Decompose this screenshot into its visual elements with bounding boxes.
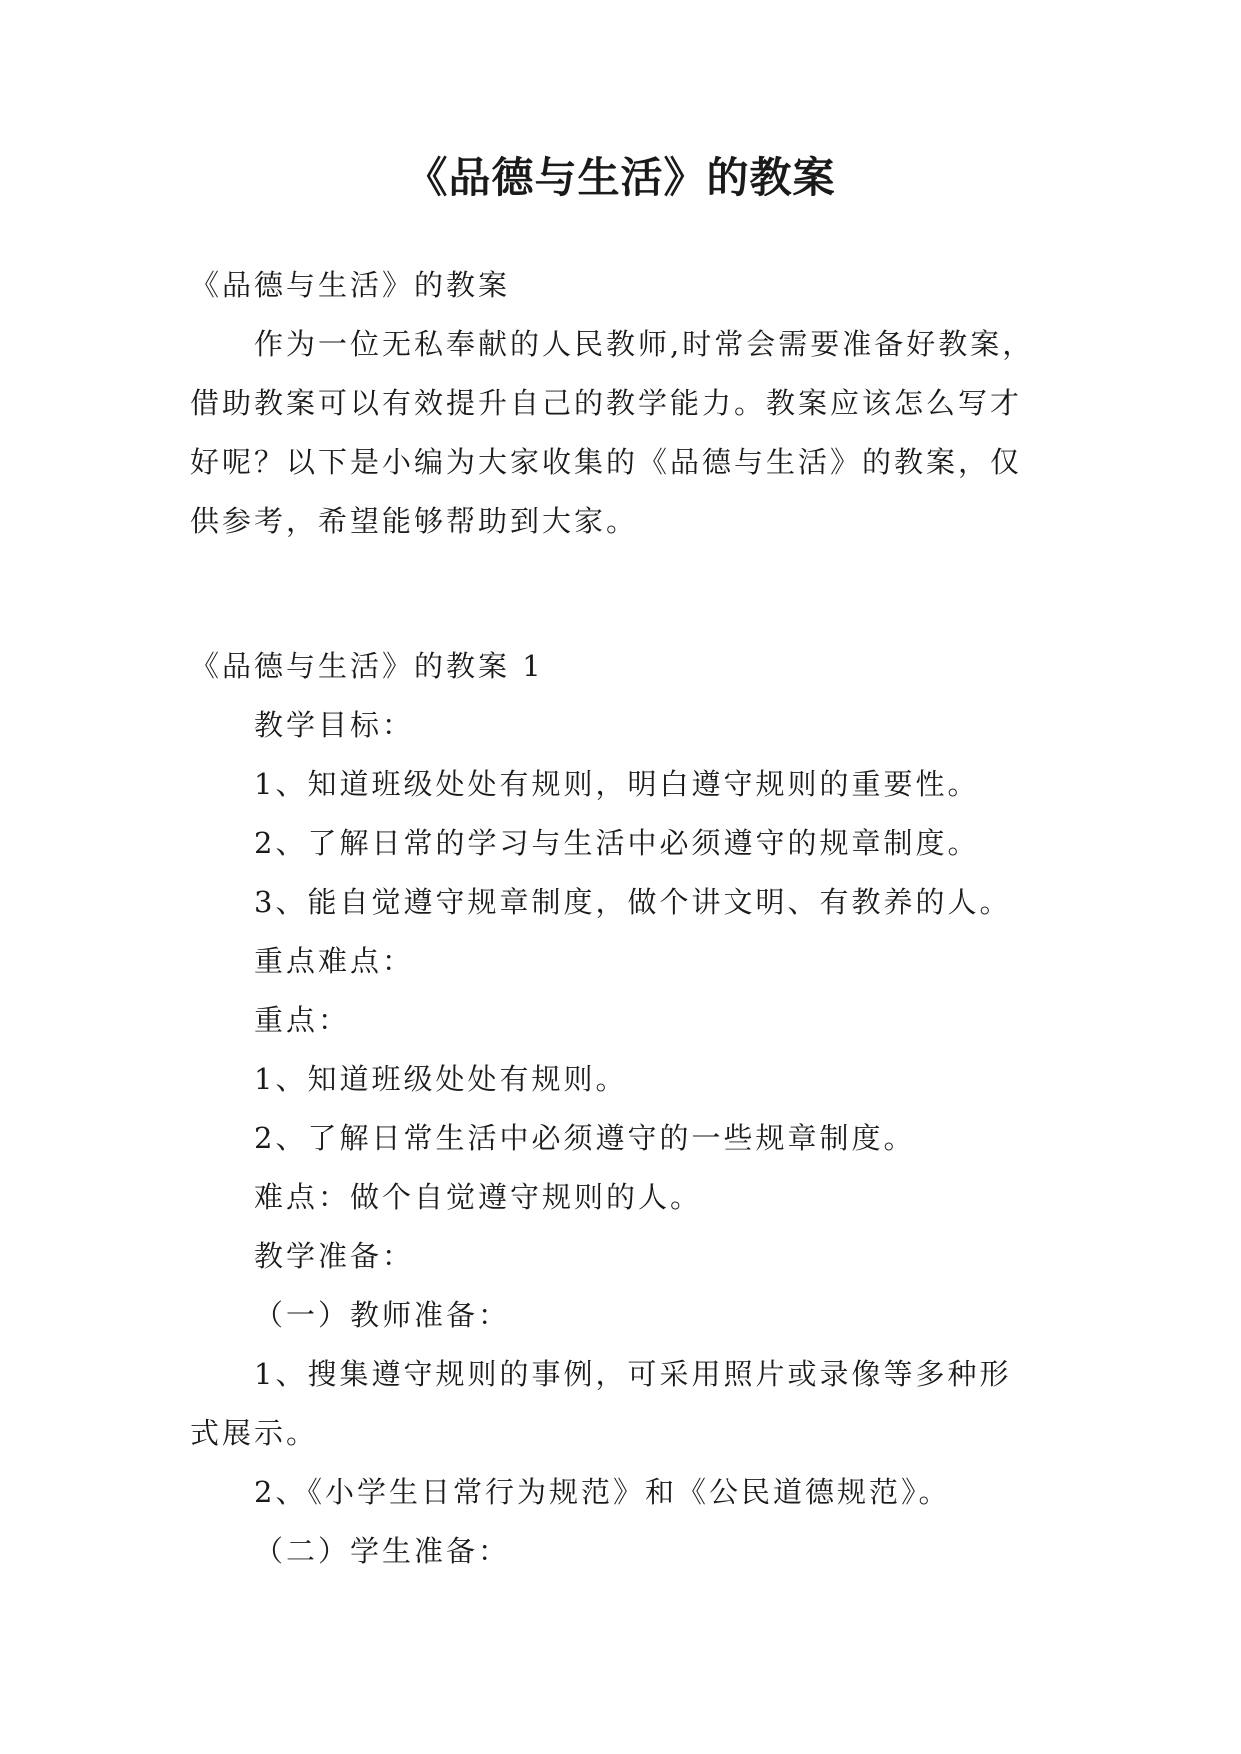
section-heading: 《品德与生活》的教案 1 <box>190 649 544 683</box>
intro-subtitle: 《品德与生活》的教案 <box>190 268 511 302</box>
difficult-point: 难点：做个自觉遵守规则的人。 <box>254 1180 703 1214</box>
goal-item: 2、了解日常的学习与生活中必须遵守的规章制度。 <box>254 826 980 860</box>
key-difficult-label: 重点难点： <box>254 944 415 978</box>
teacher-prep-item: 2、《小学生日常行为规范》和《公民道德规范》。 <box>254 1475 951 1509</box>
intro-paragraph-line: 作为一位无私奉献的人民教师,时常会需要准备好教案， <box>254 327 1035 361</box>
teacher-prep-label: （一）教师准备： <box>254 1298 511 1332</box>
goals-label: 教学目标： <box>254 708 415 742</box>
intro-paragraph-line: 供参考，希望能够帮助到大家。 <box>190 504 639 538</box>
teacher-prep-item-continued: 式展示。 <box>190 1416 319 1450</box>
intro-block <box>190 256 1046 551</box>
key-point-item: 1、知道班级处处有规则。 <box>254 1062 628 1096</box>
key-point-item: 2、了解日常生活中必须遵守的一些规章制度。 <box>254 1121 916 1155</box>
intro-paragraph-line: 好呢？以下是小编为大家收集的《品德与生活》的教案，仅 <box>190 445 1023 479</box>
prep-label: 教学准备： <box>254 1239 415 1273</box>
student-prep-label: （二）学生准备： <box>254 1534 511 1568</box>
teacher-prep-item: 1、搜集遵守规则的事例，可采用照片或录像等多种形 <box>254 1357 1012 1391</box>
goal-item: 3、能自觉遵守规章制度，做个讲文明、有教养的人。 <box>254 885 1012 919</box>
intro-paragraph-line: 借助教案可以有效提升自己的教学能力。教案应该怎么写才 <box>190 386 1023 420</box>
document-title: 《品德与生活》的教案 <box>405 153 836 202</box>
key-label: 重点： <box>254 1003 351 1037</box>
goal-item: 1、知道班级处处有规则，明白遵守规则的重要性。 <box>254 767 980 801</box>
section-1 <box>190 637 1046 1581</box>
